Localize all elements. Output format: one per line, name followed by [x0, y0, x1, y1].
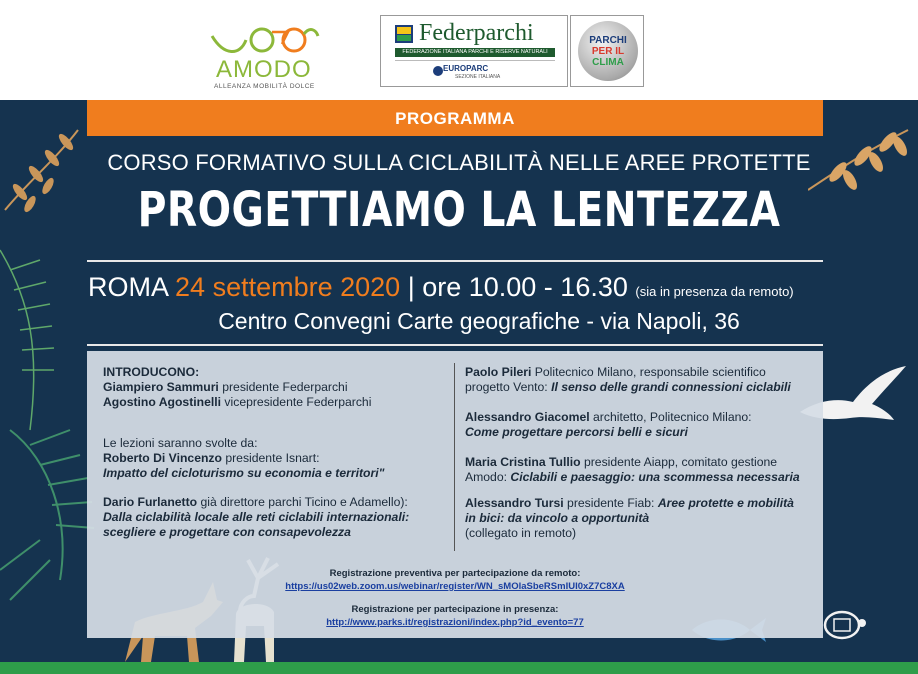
federparchi-title: Federparchi [419, 20, 534, 46]
speaker-lesson-4 [465, 410, 815, 425]
speaker-role: architetto, Politecnico Milano: [589, 410, 752, 424]
speaker-role: presidente Federparchi [218, 380, 348, 394]
globe-icon [578, 21, 638, 81]
federparchi-subtitle: FEDERAZIONE ITALIANA PARCHI E RISERVE NATURALI [395, 48, 555, 57]
ppc-line2: PER IL [591, 46, 625, 57]
intro-label: INTRODUCONO: [103, 365, 200, 379]
main-title: PROGETTIAMO LA LENTEZZA [137, 182, 781, 238]
event-time: | ore 10.00 - 16.30 [407, 272, 628, 302]
logo-bar [0, 0, 918, 100]
column-divider [454, 363, 455, 551]
remote-registration-label: Registrazione preventiva per partecipazione da remoto: [329, 568, 581, 579]
bottom-rule [87, 344, 823, 346]
speaker-lesson-3 [465, 365, 815, 380]
speaker-role: già direttore parchi Ticino e Adamello): [197, 495, 408, 509]
europarc-sub: SEZIONE ITALIANA [455, 74, 501, 80]
federparchi-logo [380, 15, 568, 87]
speaker-lesson-5-cont [465, 470, 815, 485]
speaker-role: presidente Aiapp, comitato gestione [580, 455, 778, 469]
onsite-registration [87, 603, 823, 629]
speaker-lesson-6 [465, 496, 815, 511]
speaker-role: vicepresidente Federparchi [221, 395, 372, 409]
speaker-lesson-5 [465, 455, 815, 470]
federparchi-divider [395, 60, 555, 61]
footer-green-bar [0, 662, 918, 674]
federparchi-emblem-icon [395, 25, 413, 43]
city: ROMA [88, 272, 168, 302]
europarc-icon [433, 66, 443, 76]
speaker-name: Maria Cristina Tullio [465, 455, 581, 469]
speaker-intro-2 [103, 395, 433, 410]
talk-title: Impatto del cicloturismo su economia e territori" [103, 466, 385, 480]
onsite-registration-link[interactable]: http://www.parks.it/registrazioni/index.php?id_evento=77 [326, 617, 584, 628]
talk-title: scegliere e progettare con consapevolezza [103, 525, 351, 539]
speaker-name: Dario Furlanetto [103, 495, 198, 509]
talk-title: Come progettare percorsi belli e sicuri [465, 425, 688, 439]
amodo-tagline: ALLEANZA MOBILITÀ DOLCE [214, 83, 315, 90]
speaker-intro-1 [103, 380, 433, 395]
amodo-logo [210, 22, 325, 92]
speaker-role: presidente Isnart: [221, 451, 320, 465]
talk-title: Dalla ciclabilità locale alle reti ciclabili internazionali: [103, 510, 410, 524]
date-line [88, 272, 794, 303]
venue: Centro Convegni Carte geografiche - via Napoli, 36 [218, 308, 740, 334]
turtle-icon [818, 605, 868, 645]
talk-title: Ciclabili e paesaggio: una scommessa necessaria [510, 470, 800, 484]
speaker-role: Politecnico Milano, responsabile scientifico [531, 365, 766, 379]
lessons-label: Le lezioni saranno svolte da: [103, 436, 258, 450]
remote-note: (collegato in remoto) [465, 526, 577, 540]
speaker-role: presidente Fiab: [563, 496, 658, 510]
remote-registration-link[interactable]: https://us02web.zoom.us/webinar/register/WN_sMOlaSbeRSmIUI0xZ7C8XA [285, 581, 625, 592]
program-panel [87, 351, 823, 638]
amodo-name: AMODO [216, 56, 312, 83]
speaker-role: progetto Vento: [465, 380, 552, 394]
talk-title: in bici: da vincolo a opportunità [465, 511, 650, 525]
talk-title: Il senso delle grandi connessioni ciclabili [551, 380, 791, 394]
speaker-name: Agostino Agostinelli [103, 395, 222, 409]
speaker-name: Giampiero Sammuri [103, 380, 219, 394]
parchi-per-il-clima-logo [570, 15, 644, 87]
europarc-label: EUROPARC [443, 64, 489, 73]
left-column [103, 365, 433, 540]
speaker-name: Alessandro Tursi [465, 496, 564, 510]
top-rule [87, 260, 823, 262]
speaker-name: Roberto Di Vincenzo [103, 451, 222, 465]
speaker-lesson-1 [103, 451, 433, 466]
ppc-line1: PARCHI [589, 35, 627, 46]
speaker-role: Amodo: [465, 470, 511, 484]
poster [0, 100, 918, 662]
right-column [465, 365, 815, 541]
ppc-line3: CLIMA [592, 57, 624, 68]
programma-banner: PROGRAMMA [87, 100, 823, 136]
speaker-name: Alessandro Giacomel [465, 410, 590, 424]
event-mode: (sia in presenza da remoto) [635, 284, 794, 299]
speaker-lesson-3-cont [465, 380, 815, 395]
event-date: 24 settembre 2020 [175, 272, 401, 302]
amodo-bicycle-icon [210, 22, 320, 58]
speaker-lesson-2 [103, 495, 433, 510]
onsite-registration-label: Registrazione per partecipazione in presenza: [351, 604, 559, 615]
talk-title: Aree protette e mobilità [657, 496, 794, 510]
course-title: CORSO FORMATIVO SULLA CICLABILITÀ NELLE AREE PROTETTE [107, 150, 811, 175]
speaker-name: Paolo Pileri [465, 365, 532, 379]
remote-registration [87, 567, 823, 593]
